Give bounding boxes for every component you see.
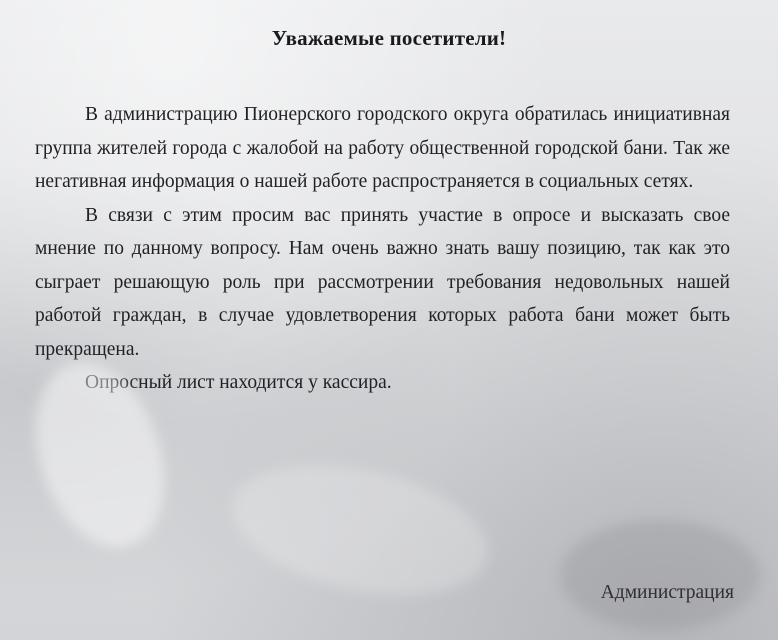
paragraph-complaint: В администрацию Пионерского городского округа обратилась инициативная группа жителей города с жалобой на работу общественной городской бани. Так же негативная информация о нашей работе распространяется в социальных сетях. bbox=[35, 104, 730, 192]
sleeve-shadow bbox=[560, 520, 760, 630]
signature: Администрация bbox=[600, 582, 734, 603]
paragraph-survey-request: В связи с этим просим вас принять участие в опросе и высказать свое мнение по данному вопросу. Нам очень важно знать вашу позицию, так как это сыграет решающую роль при рассмотрении требования недовольных нашей работой граждан, в случае удовлетворения которых работа бани может быть прекращена. bbox=[35, 204, 730, 360]
notice-title: Уважаемые посетители! bbox=[271, 26, 507, 50]
paragraph-survey-location: Опросный лист находится у кассира. bbox=[85, 372, 392, 393]
notice-body bbox=[35, 98, 730, 400]
sleeve-glare bbox=[220, 444, 499, 615]
